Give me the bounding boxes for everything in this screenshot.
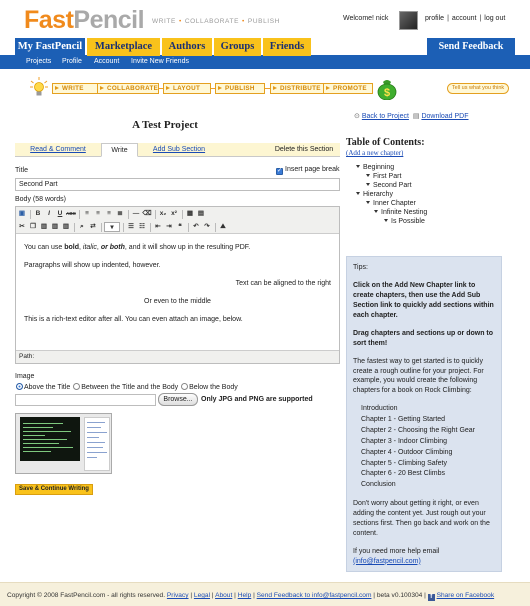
help-email-link[interactable]: (info@fastpencil.com) [353, 557, 421, 565]
list-item: Chapter 6 - 20 Best Climbs [361, 470, 446, 478]
editor-line-5: This is a rich-text editor after all. You can even attach an image, below. [24, 316, 243, 324]
paste-icon[interactable]: ▥ [40, 223, 48, 230]
image-thumbnail[interactable] [15, 413, 112, 474]
file-type-note: Only JPG and PNG are supported [201, 396, 313, 403]
tab-friends[interactable]: Friends [263, 38, 311, 56]
toc-item[interactable]: Beginning [356, 164, 394, 171]
version-text: beta v0.100304 [376, 592, 423, 599]
project-links [354, 112, 469, 120]
subnav-profile[interactable]: Profile [62, 58, 82, 65]
step-distribute[interactable]: DISTRIBUTE [270, 83, 332, 94]
tab-add-sub-section[interactable] [140, 143, 218, 157]
privacy-link[interactable]: Privacy [166, 592, 189, 599]
list-item: Introduction [361, 405, 398, 413]
title-label: Title [15, 167, 28, 174]
strikethrough-icon[interactable]: ABC [66, 211, 76, 216]
image-label: Image [15, 373, 35, 380]
editor-line-4: Or even to the middle [144, 298, 211, 306]
browse-button[interactable]: Browse... [158, 393, 198, 406]
facebook-icon: f [428, 594, 435, 601]
account-link[interactable]: account [451, 15, 477, 22]
footer [0, 582, 530, 606]
tagline: WRITE • COLLABORATE • PUBLISH [152, 18, 280, 25]
align-right-icon[interactable]: ≡ [107, 210, 111, 217]
tip-rough-out: Don't worry about getting it right, or even adding the content yet. Just rough out your sections first. Then go back and work on the content. [353, 500, 490, 537]
fastpencil-logo[interactable] [24, 6, 144, 35]
page-break-checkbox[interactable] [276, 166, 339, 175]
sub-nav [0, 56, 530, 69]
toc-item[interactable]: First Part [366, 173, 401, 180]
page-break-label: Insert page break [285, 166, 340, 173]
format-dropdown-icon[interactable]: ▾ [104, 222, 120, 232]
image-icon[interactable]: ⛰ [220, 223, 226, 230]
bullet-list-icon[interactable]: ☰ [128, 223, 134, 230]
tab-read-comment[interactable] [15, 143, 101, 157]
list-item: Conclusion [361, 481, 396, 489]
file-input[interactable] [15, 394, 156, 406]
list-item: Chapter 2 - Choosing the Right Gear [361, 427, 476, 434]
underline-icon[interactable]: U [57, 210, 63, 217]
save-continue-button[interactable]: Save & Continue Writing [15, 484, 93, 495]
page-title: A Test Project [132, 119, 198, 131]
image-position-radios: Above the Title Between the Title and the Body Below the Body [15, 383, 238, 391]
tips-heading: Tips: [353, 264, 368, 271]
table-icon[interactable]: ▦ [186, 210, 194, 217]
tell-us-button[interactable]: Tell us what you think [447, 83, 509, 94]
read-comment-link[interactable]: Read & Comment [30, 146, 86, 153]
superscript-icon[interactable]: x² [171, 210, 177, 217]
toc-item[interactable]: Inner Chapter [366, 200, 416, 207]
delete-section-button[interactable]: Delete this Section [274, 146, 334, 153]
radio-above-title[interactable] [16, 383, 23, 390]
list-item: Chapter 5 - Climbing Safety [361, 459, 447, 467]
main-nav [0, 38, 530, 56]
editor-line-2: Paragraphs will show up indented, however. [24, 262, 161, 270]
numbered-list-icon[interactable]: ☷ [139, 223, 145, 230]
legal-link[interactable]: Legal [193, 592, 211, 599]
tip-help: If you need more help email (info@fastpencil.com) [353, 547, 440, 565]
align-left-icon[interactable]: ≡ [85, 210, 89, 217]
paste-word-icon[interactable]: ▥ [62, 223, 70, 230]
expand-arrow-icon[interactable] [366, 201, 370, 204]
radio-below-body[interactable] [181, 383, 188, 390]
horizontal-rule-icon[interactable]: — [132, 210, 140, 217]
add-sub-section-link[interactable]: Add Sub Section [152, 146, 206, 153]
tagline-publish: PUBLISH [247, 18, 280, 25]
help-link[interactable]: Help [237, 592, 252, 599]
list-item: Chapter 3 - Indoor Climbing [361, 437, 447, 445]
checkbox-checked-icon[interactable]: ✓ [277, 168, 283, 174]
align-justify-icon[interactable]: ≣ [117, 210, 123, 217]
step-publish[interactable]: PUBLISH [215, 83, 265, 94]
indent-icon[interactable]: ⇥ [166, 223, 172, 230]
toc-title: Table of Contents: [346, 137, 425, 148]
redo-icon[interactable]: ↷ [204, 223, 210, 230]
find-icon[interactable]: ⌕ [80, 223, 84, 230]
profile-link[interactable]: profile [425, 15, 445, 22]
tagline-collaborate: COLLABORATE [184, 18, 240, 25]
lightbulb-icon [30, 77, 48, 99]
expand-arrow-icon[interactable] [356, 192, 360, 195]
add-chapter-link[interactable]: (Add a new chapter) [346, 149, 404, 157]
pdf-icon: ▤ [412, 113, 420, 120]
undo-icon[interactable]: ↶ [193, 223, 199, 230]
about-link[interactable]: About [215, 592, 233, 599]
account-links: profile | account | log out [425, 15, 506, 22]
step-promote[interactable]: PROMOTE [323, 83, 373, 94]
tab-authors[interactable]: Authors [162, 38, 212, 56]
toc-item[interactable]: Is Possible [384, 218, 425, 225]
rich-text-editor [15, 206, 340, 364]
copy-icon[interactable]: ❐ [30, 223, 36, 230]
editor-toolbar [16, 207, 339, 234]
subnav-invite-friends[interactable]: Invite New Friends [131, 58, 189, 65]
list-item: Chapter 4 - Outdoor Climbing [361, 448, 453, 456]
back-icon: ⊙ [354, 113, 360, 120]
body-label: Body (58 words) [15, 196, 66, 203]
tab-write[interactable]: Write [101, 143, 138, 157]
subscript-icon[interactable]: x₂ [159, 210, 167, 217]
toc-item[interactable]: Infinite Nesting [374, 209, 427, 216]
list-item: Chapter 1 - Getting Started [361, 416, 446, 424]
tagline-write: WRITE [152, 18, 176, 25]
tab-marketplace[interactable]: Marketplace [87, 38, 160, 56]
paste-text-icon[interactable]: ▥ [51, 223, 59, 230]
align-center-icon[interactable]: ≡ [96, 210, 100, 217]
expand-arrow-icon[interactable] [356, 165, 360, 168]
footer-text: Copyright © 2008 FastPencil.com - all rights reserved. Privacy | Legal | About | Help | Send Feedback to info@fastpencil.com | beta v0.100304 | f Share on Facebook [7, 592, 495, 600]
step-collaborate[interactable]: COLLABORATE [97, 83, 159, 94]
outdent-icon[interactable]: ⇤ [155, 223, 161, 230]
avatar[interactable] [399, 11, 418, 30]
tab-my-fastpencil[interactable]: My FastPencil [15, 38, 85, 56]
back-to-project-link[interactable]: Back to Project [361, 113, 409, 120]
send-feedback-button[interactable]: Send Feedback [427, 38, 515, 56]
editor-path: Path: [16, 350, 339, 363]
workflow-strip [0, 76, 530, 102]
logo-pencil: Pencil [73, 6, 145, 34]
tip-outline: The fastest way to get started is to quickly create a rough outline for your project. For example, you would create the following chapters for a book on Rock Climbing: [353, 357, 484, 395]
send-feedback-link[interactable]: Send Feedback to info@fastpencil.com [256, 592, 372, 599]
expand-arrow-icon [366, 174, 370, 177]
expand-arrow-icon [366, 183, 370, 186]
download-pdf-link[interactable]: Download PDF [421, 113, 469, 120]
radio-between-title-body[interactable] [73, 383, 80, 390]
logout-link[interactable]: log out [484, 15, 506, 22]
blockquote-icon[interactable]: ❝ [178, 223, 182, 230]
logo-fast: Fast [24, 6, 74, 34]
tip-drag-sort: Drag chapters and sections up or down to sort them! [353, 329, 494, 347]
copyright-text: Copyright © 2008 FastPencil.com - all rights reserved. [7, 592, 166, 599]
cut-icon[interactable]: ✂ [19, 223, 25, 230]
replace-icon[interactable]: ⇄ [90, 223, 96, 230]
source-icon[interactable]: ▤ [197, 210, 205, 217]
toc-item[interactable]: Second Part [366, 182, 412, 189]
subnav-projects[interactable]: Projects [26, 58, 52, 65]
save-icon[interactable]: ▣ [18, 210, 26, 217]
editor-content[interactable] [16, 235, 339, 349]
outline-list [361, 404, 495, 491]
eraser-icon[interactable]: ⌫ [142, 210, 152, 217]
tips-panel [346, 256, 502, 572]
bold-icon[interactable]: B [35, 210, 41, 217]
header [0, 0, 530, 38]
step-layout[interactable]: LAYOUT [163, 83, 211, 94]
editor-line-1: You can use bold, italic, or both, and it will show up in the resulting PDF. [24, 244, 251, 251]
italic-icon[interactable]: I [48, 210, 50, 217]
tip-add-chapter: Click on the Add New Chapter link to create chapters, then use the Add Sub Section link to quickly add sections within each chapter. [353, 281, 494, 319]
money-bag-icon [376, 76, 398, 100]
tab-groups[interactable]: Groups [214, 38, 261, 56]
expand-arrow-icon[interactable] [374, 210, 378, 213]
share-facebook-link[interactable]: Share on Facebook [436, 592, 495, 599]
section-tabs [15, 143, 340, 157]
toc-item[interactable]: Hierarchy [356, 191, 393, 198]
editor-line-3: Text can be aligned to the right [235, 280, 331, 288]
svg-text:$: $ [383, 87, 391, 99]
title-input[interactable]: Second Part [15, 178, 340, 191]
step-write[interactable]: WRITE [52, 83, 100, 94]
subnav-account[interactable]: Account [94, 58, 120, 65]
expand-arrow-icon [384, 219, 388, 222]
welcome-text: Welcome! nick [343, 15, 389, 22]
